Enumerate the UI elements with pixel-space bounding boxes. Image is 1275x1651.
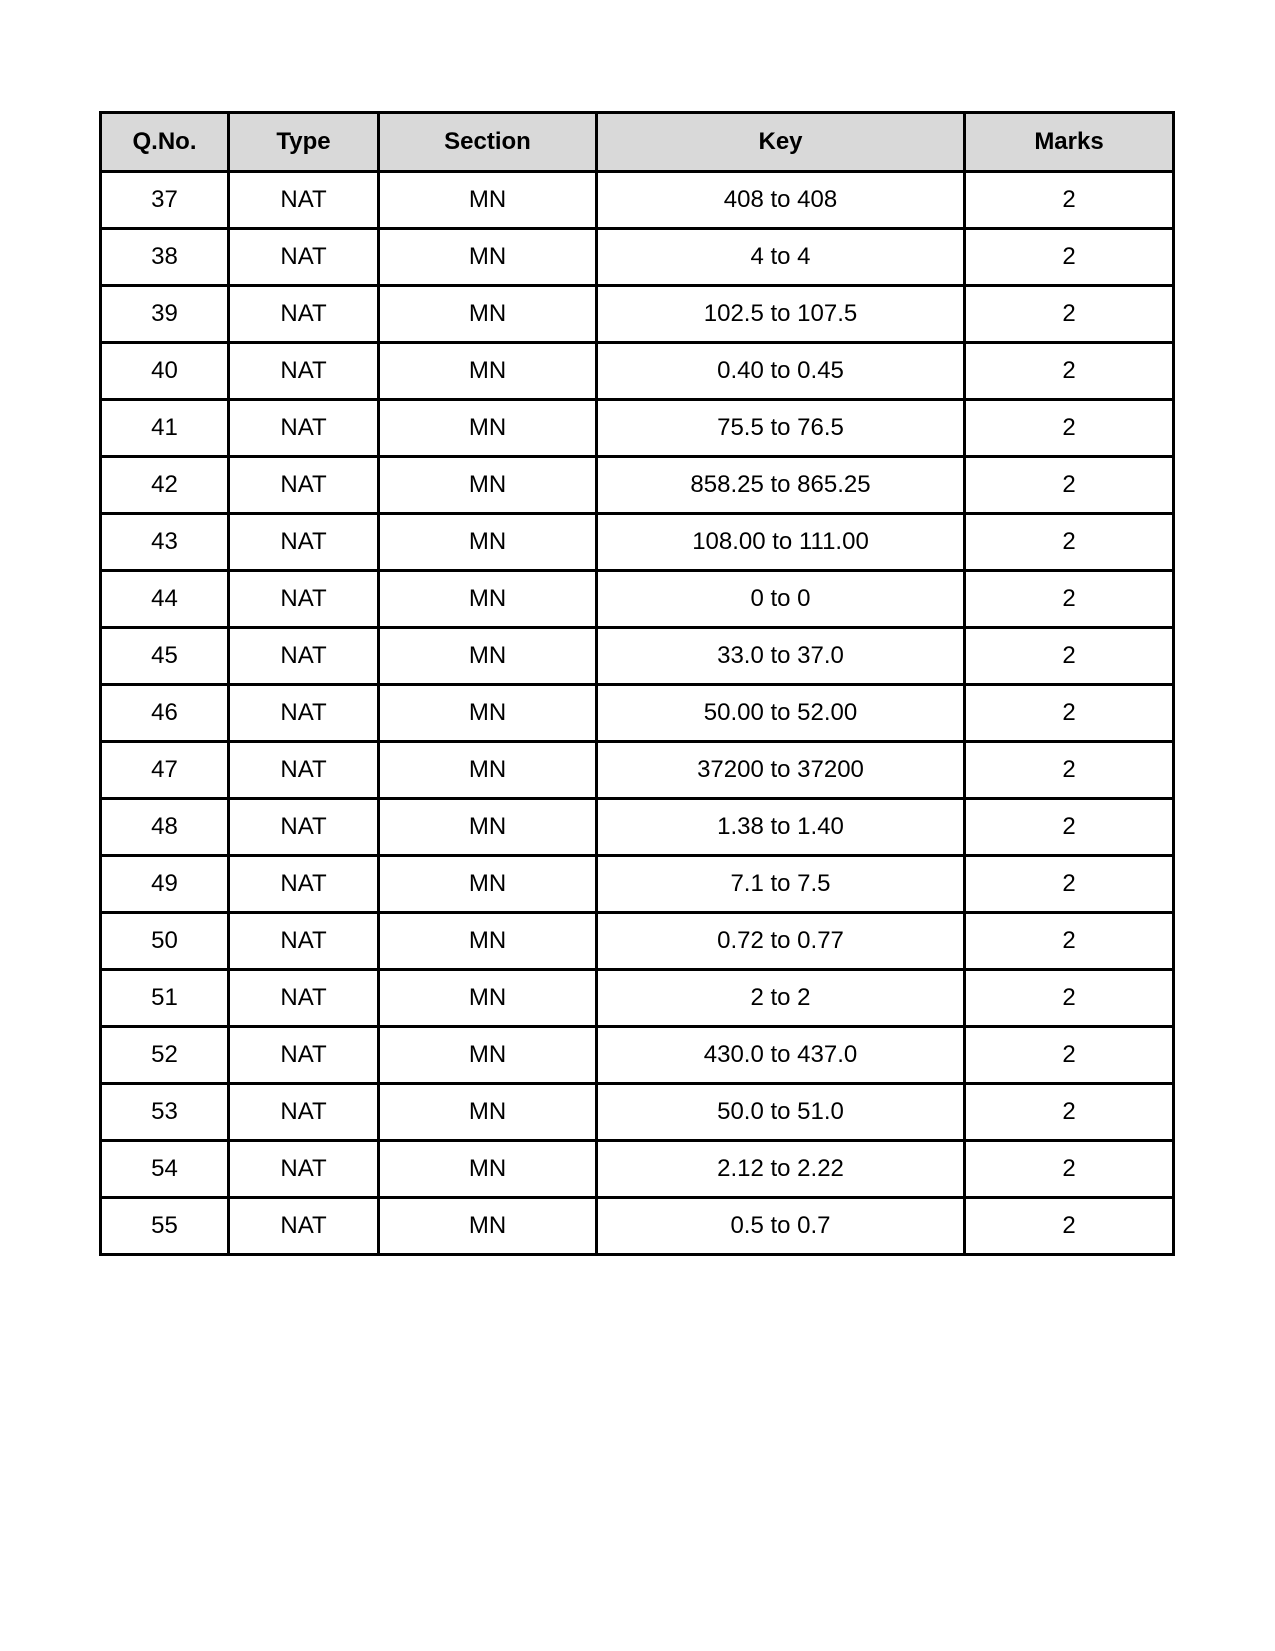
- table-header: [101, 113, 1174, 172]
- cell-qno: 37: [101, 172, 229, 229]
- cell-section: MN: [379, 628, 597, 685]
- cell-key: 0.5 to 0.7: [597, 1198, 965, 1255]
- table-row: [101, 628, 1174, 685]
- cell-key: 7.1 to 7.5: [597, 856, 965, 913]
- cell-key: 2.12 to 2.22: [597, 1141, 965, 1198]
- cell-qno: 48: [101, 799, 229, 856]
- cell-type: NAT: [229, 1198, 379, 1255]
- cell-section: MN: [379, 799, 597, 856]
- cell-type: NAT: [229, 970, 379, 1027]
- cell-key: 37200 to 37200: [597, 742, 965, 799]
- table-row: [101, 1198, 1174, 1255]
- cell-key: 408 to 408: [597, 172, 965, 229]
- cell-qno: 46: [101, 685, 229, 742]
- cell-key: 1.38 to 1.40: [597, 799, 965, 856]
- table-row: [101, 856, 1174, 913]
- cell-type: NAT: [229, 514, 379, 571]
- cell-marks: 2: [965, 1141, 1174, 1198]
- cell-type: NAT: [229, 1084, 379, 1141]
- cell-marks: 2: [965, 970, 1174, 1027]
- table-row: [101, 970, 1174, 1027]
- cell-type: NAT: [229, 172, 379, 229]
- cell-key: 50.0 to 51.0: [597, 1084, 965, 1141]
- cell-qno: 53: [101, 1084, 229, 1141]
- cell-type: NAT: [229, 343, 379, 400]
- cell-marks: 2: [965, 286, 1174, 343]
- cell-marks: 2: [965, 1198, 1174, 1255]
- header-row: [101, 113, 1174, 172]
- cell-marks: 2: [965, 799, 1174, 856]
- cell-type: NAT: [229, 628, 379, 685]
- cell-section: MN: [379, 1141, 597, 1198]
- cell-marks: 2: [965, 571, 1174, 628]
- cell-key: 102.5 to 107.5: [597, 286, 965, 343]
- cell-qno: 50: [101, 913, 229, 970]
- cell-type: NAT: [229, 856, 379, 913]
- cell-section: MN: [379, 514, 597, 571]
- cell-key: 0 to 0: [597, 571, 965, 628]
- cell-marks: 2: [965, 1084, 1174, 1141]
- cell-key: 0.40 to 0.45: [597, 343, 965, 400]
- cell-section: MN: [379, 1084, 597, 1141]
- cell-section: MN: [379, 1198, 597, 1255]
- table-row: [101, 1141, 1174, 1198]
- cell-qno: 44: [101, 571, 229, 628]
- cell-key: 858.25 to 865.25: [597, 457, 965, 514]
- cell-type: NAT: [229, 1141, 379, 1198]
- cell-marks: 2: [965, 742, 1174, 799]
- table-row: [101, 742, 1174, 799]
- header-key: Key: [597, 113, 965, 172]
- cell-marks: 2: [965, 172, 1174, 229]
- cell-qno: 47: [101, 742, 229, 799]
- cell-qno: 45: [101, 628, 229, 685]
- cell-type: NAT: [229, 799, 379, 856]
- cell-section: MN: [379, 343, 597, 400]
- cell-qno: 38: [101, 229, 229, 286]
- cell-type: NAT: [229, 229, 379, 286]
- table-row: [101, 343, 1174, 400]
- table-row: [101, 685, 1174, 742]
- cell-section: MN: [379, 685, 597, 742]
- table-row: [101, 514, 1174, 571]
- cell-key: 0.72 to 0.77: [597, 913, 965, 970]
- table-row: [101, 1027, 1174, 1084]
- cell-qno: 40: [101, 343, 229, 400]
- cell-section: MN: [379, 457, 597, 514]
- cell-key: 50.00 to 52.00: [597, 685, 965, 742]
- header-type: Type: [229, 113, 379, 172]
- cell-section: MN: [379, 856, 597, 913]
- table-row: [101, 913, 1174, 970]
- header-qno: Q.No.: [101, 113, 229, 172]
- cell-marks: 2: [965, 457, 1174, 514]
- cell-marks: 2: [965, 685, 1174, 742]
- cell-type: NAT: [229, 742, 379, 799]
- cell-qno: 43: [101, 514, 229, 571]
- cell-type: NAT: [229, 685, 379, 742]
- cell-marks: 2: [965, 1027, 1174, 1084]
- cell-type: NAT: [229, 457, 379, 514]
- cell-section: MN: [379, 742, 597, 799]
- cell-section: MN: [379, 1027, 597, 1084]
- cell-marks: 2: [965, 856, 1174, 913]
- cell-marks: 2: [965, 229, 1174, 286]
- table-row: [101, 571, 1174, 628]
- cell-type: NAT: [229, 913, 379, 970]
- table-body: [101, 172, 1174, 1255]
- cell-qno: 39: [101, 286, 229, 343]
- table-row: [101, 457, 1174, 514]
- cell-section: MN: [379, 172, 597, 229]
- cell-marks: 2: [965, 913, 1174, 970]
- cell-qno: 49: [101, 856, 229, 913]
- cell-key: 2 to 2: [597, 970, 965, 1027]
- cell-qno: 52: [101, 1027, 229, 1084]
- cell-qno: 54: [101, 1141, 229, 1198]
- cell-key: 75.5 to 76.5: [597, 400, 965, 457]
- answer-key-table: [99, 111, 1175, 1256]
- cell-qno: 42: [101, 457, 229, 514]
- header-marks: Marks: [965, 113, 1174, 172]
- cell-section: MN: [379, 229, 597, 286]
- cell-marks: 2: [965, 514, 1174, 571]
- cell-type: NAT: [229, 571, 379, 628]
- cell-type: NAT: [229, 400, 379, 457]
- table-row: [101, 172, 1174, 229]
- table-row: [101, 286, 1174, 343]
- cell-qno: 51: [101, 970, 229, 1027]
- cell-key: 108.00 to 111.00: [597, 514, 965, 571]
- cell-section: MN: [379, 571, 597, 628]
- cell-key: 4 to 4: [597, 229, 965, 286]
- cell-key: 33.0 to 37.0: [597, 628, 965, 685]
- cell-marks: 2: [965, 400, 1174, 457]
- header-section: Section: [379, 113, 597, 172]
- table-row: [101, 229, 1174, 286]
- table-row: [101, 400, 1174, 457]
- cell-marks: 2: [965, 343, 1174, 400]
- cell-qno: 55: [101, 1198, 229, 1255]
- cell-section: MN: [379, 286, 597, 343]
- cell-section: MN: [379, 400, 597, 457]
- table-row: [101, 799, 1174, 856]
- cell-marks: 2: [965, 628, 1174, 685]
- cell-type: NAT: [229, 1027, 379, 1084]
- cell-section: MN: [379, 913, 597, 970]
- cell-key: 430.0 to 437.0: [597, 1027, 965, 1084]
- cell-qno: 41: [101, 400, 229, 457]
- cell-section: MN: [379, 970, 597, 1027]
- table-row: [101, 1084, 1174, 1141]
- cell-type: NAT: [229, 286, 379, 343]
